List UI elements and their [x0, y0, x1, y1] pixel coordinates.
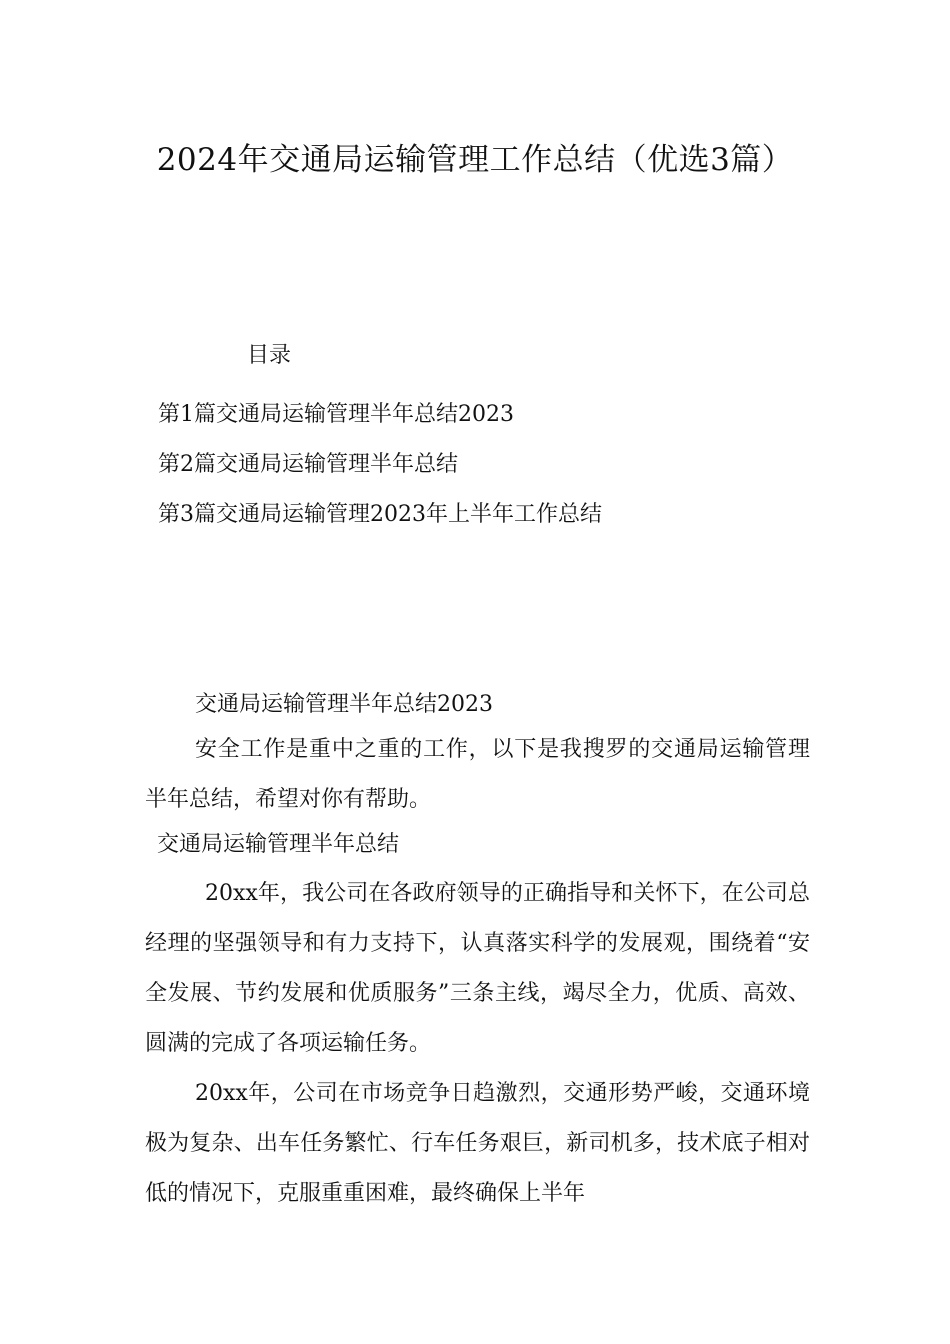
toc-item-1[interactable]: 第1篇交通局运输管理半年总结2023 — [158, 402, 514, 427]
body-paragraph-1: 20xx年，我公司在各政府领导的正确指导和关怀下，在公司总经理的坚强领导和有力支持下，认真落实科学的发展观，围绕着“安全发展、节约发展和优质服务”三条主线，竭尽全力，优质、高效、圆满的完成了各项运输任务。 — [145, 881, 810, 1056]
document-title: 2024年交通局运输管理工作总结（优选3篇） — [156, 142, 794, 178]
table-of-contents — [158, 390, 602, 540]
document-body — [145, 685, 810, 1219]
intro-paragraph: 安全工作是重中之重的工作，以下是我搜罗的交通局运输管理半年总结，希望对你有帮助。 — [145, 737, 810, 812]
toc-item-3[interactable]: 第3篇交通局运输管理2023年上半年工作总结 — [158, 502, 602, 527]
body-paragraph-2: 20xx年，公司在市场竞争日趋激烈，交通形势严峻，交通环境极为复杂、出车任务繁忙、行车任务艰巨，新司机多，技术底子相对低的情况下，克服重重困难，最终确保上半年 — [145, 1081, 810, 1206]
sub-title: 交通局运输管理半年总结 — [157, 832, 400, 857]
toc-heading: 目录 — [247, 343, 292, 368]
section-title: 交通局运输管理半年总结2023 — [195, 692, 493, 717]
toc-item-2[interactable]: 第2篇交通局运输管理半年总结 — [158, 452, 458, 477]
